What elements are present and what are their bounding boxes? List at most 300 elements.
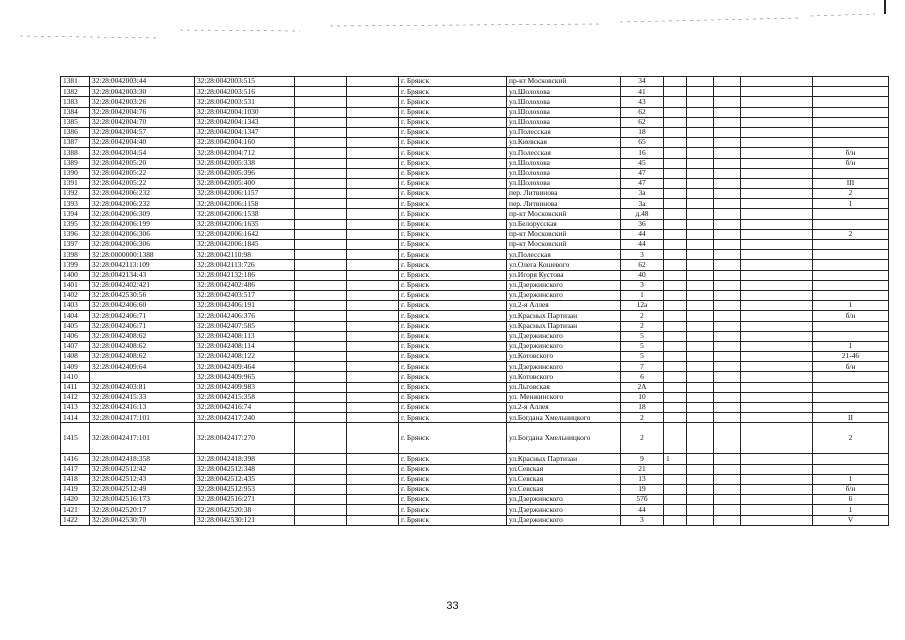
empty-cell [295, 117, 347, 127]
cadastral-object-cell: 32:28:0042006:1538 [195, 209, 295, 219]
empty-cell [714, 240, 741, 250]
table-row [61, 505, 889, 515]
cadastral-parcel-cell [90, 372, 195, 382]
empty-cell [687, 505, 714, 515]
street-cell: ул.Севская [507, 484, 621, 494]
cadastral-object-cell: 32:28:0042003:515 [195, 77, 295, 87]
empty-cell [741, 87, 813, 97]
flat-cell [813, 464, 889, 474]
house-cell: 34 [621, 77, 664, 87]
cadastral-object-cell: 32:28:0042516:271 [195, 495, 295, 505]
house-cell: 57б [621, 495, 664, 505]
cadastral-parcel-cell: 32:28:0042520:17 [90, 505, 195, 515]
empty-cell [347, 199, 399, 209]
city-cell: г. Брянск [399, 260, 507, 270]
house-cell: 13 [621, 474, 664, 484]
cadastral-parcel-cell: 32:28:0042408:62 [90, 331, 195, 341]
street-cell: ул.Полесская [507, 148, 621, 158]
table-row [61, 219, 889, 229]
empty-cell [347, 382, 399, 392]
empty-cell [295, 331, 347, 341]
house-cell: 6 [621, 372, 664, 382]
street-cell: ул.2-я Аллея [507, 301, 621, 311]
cadastral-object-cell: 32:28:0042004:160 [195, 138, 295, 148]
empty-cell [687, 352, 714, 362]
empty-cell [687, 77, 714, 87]
empty-cell [741, 199, 813, 209]
empty-cell [347, 290, 399, 300]
city-cell: г. Брянск [399, 127, 507, 137]
empty-cell [741, 168, 813, 178]
extra-cell [664, 403, 687, 413]
empty-cell [347, 341, 399, 351]
empty-cell [714, 148, 741, 158]
empty-cell [687, 515, 714, 525]
empty-cell [687, 474, 714, 484]
row-number-cell: 1420 [61, 495, 90, 505]
cadastral-object-cell: 32:28:0042409:965 [195, 372, 295, 382]
street-cell: ул.Шолохова [507, 178, 621, 188]
empty-cell [347, 403, 399, 413]
city-cell: г. Брянск [399, 331, 507, 341]
empty-cell [347, 117, 399, 127]
empty-cell [687, 321, 714, 331]
table-row [61, 270, 889, 280]
cadastral-object-cell: 32:28:0042004:1347 [195, 127, 295, 137]
extra-cell [664, 229, 687, 239]
extra-cell [664, 168, 687, 178]
extra-cell [664, 280, 687, 290]
empty-cell [741, 484, 813, 494]
empty-cell [714, 178, 741, 188]
cadastral-parcel-cell: 32:28:0042516:173 [90, 495, 195, 505]
row-number-cell: 1406 [61, 331, 90, 341]
house-cell: 3 [621, 250, 664, 260]
house-cell: 1 [621, 290, 664, 300]
cadastral-parcel-cell: 32:28:0042406:60 [90, 301, 195, 311]
cadastral-parcel-cell: 32:28:0042004:40 [90, 138, 195, 148]
empty-cell [295, 189, 347, 199]
empty-cell [687, 484, 714, 494]
cadastral-parcel-cell: 32:28:0042006:199 [90, 219, 195, 229]
empty-cell [687, 178, 714, 188]
empty-cell [295, 290, 347, 300]
empty-cell [295, 321, 347, 331]
empty-cell [295, 505, 347, 515]
empty-cell [687, 117, 714, 127]
empty-cell [741, 270, 813, 280]
street-cell: ул.Севская [507, 464, 621, 474]
empty-cell [741, 362, 813, 372]
table-row [61, 484, 889, 494]
empty-cell [741, 107, 813, 117]
extra-cell [664, 209, 687, 219]
house-cell: 41 [621, 87, 664, 97]
scan-edge-mark [884, 0, 886, 14]
empty-cell [714, 413, 741, 423]
cadastral-object-cell: 32:28:0042004:1343 [195, 117, 295, 127]
empty-cell [295, 372, 347, 382]
row-number-cell: 1405 [61, 321, 90, 331]
house-cell: 62 [621, 107, 664, 117]
empty-cell [347, 321, 399, 331]
flat-cell [813, 127, 889, 137]
table-row [61, 413, 889, 423]
cadastral-object-cell: 32:28:0042006:1158 [195, 199, 295, 209]
extra-cell [664, 107, 687, 117]
flat-cell: 6 [813, 495, 889, 505]
empty-cell [347, 77, 399, 87]
empty-cell [687, 199, 714, 209]
table-row [61, 87, 889, 97]
cadastral-parcel-cell: 32:28:0042004:57 [90, 127, 195, 137]
flat-cell: V [813, 515, 889, 525]
empty-cell [295, 250, 347, 260]
empty-cell [295, 168, 347, 178]
flat-cell: б/н [813, 484, 889, 494]
empty-cell [714, 423, 741, 454]
city-cell: г. Брянск [399, 138, 507, 148]
city-cell: г. Брянск [399, 362, 507, 372]
empty-cell [741, 505, 813, 515]
cadastral-object-cell: 32:28:0042512:435 [195, 474, 295, 484]
empty-cell [295, 341, 347, 351]
cadastral-object-cell: 32:28:0042530:121 [195, 515, 295, 525]
street-cell: ул.Котовского [507, 352, 621, 362]
table-row [61, 229, 889, 239]
city-cell: г. Брянск [399, 178, 507, 188]
flat-cell [813, 209, 889, 219]
cadastral-parcel-cell: 32:28:0042003:44 [90, 77, 195, 87]
street-cell: ул.Игоря Кустова [507, 270, 621, 280]
cadastral-object-cell: 32:28:0042005:400 [195, 178, 295, 188]
empty-cell [687, 260, 714, 270]
row-number-cell: 1387 [61, 138, 90, 148]
empty-cell [295, 158, 347, 168]
cadastral-parcel-cell: 32:28:0042408:62 [90, 341, 195, 351]
cadastral-object-cell: 32:28:0042006:1635 [195, 219, 295, 229]
flat-cell: 2 [813, 189, 889, 199]
empty-cell [741, 301, 813, 311]
cadastral-table [60, 76, 889, 526]
row-number-cell: 1422 [61, 515, 90, 525]
street-cell: пр-кт Московский [507, 229, 621, 239]
table-row [61, 168, 889, 178]
empty-cell [741, 178, 813, 188]
table-row [61, 464, 889, 474]
empty-cell [347, 168, 399, 178]
empty-cell [687, 464, 714, 474]
cadastral-object-cell: 32:28:0042406:376 [195, 311, 295, 321]
city-cell: г. Брянск [399, 372, 507, 382]
city-cell: г. Брянск [399, 117, 507, 127]
flat-cell: III [813, 178, 889, 188]
cadastral-object-cell: 32:28:0042006:1642 [195, 229, 295, 239]
extra-cell [664, 158, 687, 168]
empty-cell [714, 515, 741, 525]
table-row [61, 290, 889, 300]
extra-cell [664, 148, 687, 158]
city-cell: г. Брянск [399, 382, 507, 392]
empty-cell [347, 362, 399, 372]
empty-cell [687, 331, 714, 341]
cadastral-object-cell: 32:28:0042005:338 [195, 158, 295, 168]
street-cell: ул.Красных Партизан [507, 454, 621, 464]
row-number-cell: 1402 [61, 290, 90, 300]
cadastral-object-cell: 32:28:0042408:113 [195, 331, 295, 341]
flat-cell: б/н [813, 158, 889, 168]
house-cell: 44 [621, 229, 664, 239]
empty-cell [741, 311, 813, 321]
cadastral-object-cell: 32:28:0042418:398 [195, 454, 295, 464]
cadastral-object-cell: 32:28:0042520:38 [195, 505, 295, 515]
street-cell: ул.Шолохова [507, 158, 621, 168]
row-number-cell: 1417 [61, 464, 90, 474]
flat-cell [813, 97, 889, 107]
flat-cell [813, 87, 889, 97]
house-cell: 21 [621, 464, 664, 474]
flat-cell [813, 321, 889, 331]
cadastral-parcel-cell: 32:28:0042417:101 [90, 423, 195, 454]
house-cell: 44 [621, 505, 664, 515]
empty-cell [741, 474, 813, 484]
flat-cell [813, 403, 889, 413]
extra-cell [664, 138, 687, 148]
flat-cell [813, 219, 889, 229]
empty-cell [295, 464, 347, 474]
table-row [61, 495, 889, 505]
cadastral-object-cell: 32:28:0042004:1030 [195, 107, 295, 117]
flat-cell [813, 107, 889, 117]
empty-cell [295, 77, 347, 87]
flat-cell: б/н [813, 362, 889, 372]
cadastral-object-cell: 32:28:0042006:1845 [195, 240, 295, 250]
cadastral-object-cell: 32:28:0042408:114 [195, 341, 295, 351]
flat-cell: б/н [813, 148, 889, 158]
cadastral-parcel-cell: 32:28:0042512:49 [90, 484, 195, 494]
empty-cell [741, 240, 813, 250]
extra-cell [664, 352, 687, 362]
city-cell: г. Брянск [399, 484, 507, 494]
cadastral-object-cell: 32:28:0042415:358 [195, 392, 295, 402]
cadastral-parcel-cell: 32:28:0042408:62 [90, 352, 195, 362]
table-row [61, 372, 889, 382]
house-cell: 2 [621, 311, 664, 321]
extra-cell [664, 87, 687, 97]
cadastral-parcel-cell: 32:28:0042005:22 [90, 178, 195, 188]
empty-cell [714, 199, 741, 209]
empty-cell [295, 484, 347, 494]
row-number-cell: 1419 [61, 484, 90, 494]
empty-cell [741, 189, 813, 199]
cadastral-parcel-cell: 32:28:0042006:232 [90, 189, 195, 199]
street-cell: ул.Дзержинского [507, 290, 621, 300]
empty-cell [741, 464, 813, 474]
extra-cell [664, 117, 687, 127]
empty-cell [687, 290, 714, 300]
empty-cell [295, 87, 347, 97]
empty-cell [741, 495, 813, 505]
cadastral-parcel-cell: 32:28:0042409:64 [90, 362, 195, 372]
cadastral-object-cell: 32:28:0042407:585 [195, 321, 295, 331]
empty-cell [295, 403, 347, 413]
row-number-cell: 1414 [61, 413, 90, 423]
cadastral-parcel-cell: 32:28:0042418:358 [90, 454, 195, 464]
empty-cell [295, 138, 347, 148]
cadastral-parcel-cell: 32:28:0042004:76 [90, 107, 195, 117]
house-cell: д.48 [621, 209, 664, 219]
cadastral-parcel-cell: 32:28:0042402:421 [90, 280, 195, 290]
empty-cell [687, 168, 714, 178]
house-cell: 3 [621, 280, 664, 290]
empty-cell [714, 77, 741, 87]
row-number-cell: 1404 [61, 311, 90, 321]
house-cell: 18 [621, 127, 664, 137]
empty-cell [295, 515, 347, 525]
empty-cell [347, 219, 399, 229]
flat-cell: б/н [813, 311, 889, 321]
cadastral-parcel-cell: 32:28:0042006:306 [90, 229, 195, 239]
empty-cell [295, 270, 347, 280]
table-row [61, 423, 889, 454]
empty-cell [714, 127, 741, 137]
city-cell: г. Брянск [399, 219, 507, 229]
empty-cell [714, 352, 741, 362]
empty-cell [687, 127, 714, 137]
empty-cell [741, 77, 813, 87]
empty-cell [714, 87, 741, 97]
empty-cell [741, 127, 813, 137]
flat-cell [813, 77, 889, 87]
extra-cell [664, 392, 687, 402]
flat-cell: 2 [813, 229, 889, 239]
empty-cell [295, 352, 347, 362]
street-cell: пер. Литвинова [507, 199, 621, 209]
table-row [61, 189, 889, 199]
empty-cell [347, 454, 399, 464]
empty-cell [347, 209, 399, 219]
empty-cell [741, 138, 813, 148]
street-cell: ул.Красных Партизан [507, 311, 621, 321]
cadastral-object-cell: 32:28:0042110:98 [195, 250, 295, 260]
table-row [61, 454, 889, 464]
empty-cell [347, 178, 399, 188]
city-cell: г. Брянск [399, 413, 507, 423]
cadastral-object-cell: 32:28:0042113:726 [195, 260, 295, 270]
row-number-cell: 1411 [61, 382, 90, 392]
table-row [61, 341, 889, 351]
row-number-cell: 1385 [61, 117, 90, 127]
empty-cell [714, 260, 741, 270]
extra-cell [664, 382, 687, 392]
empty-cell [741, 229, 813, 239]
city-cell: г. Брянск [399, 515, 507, 525]
empty-cell [687, 107, 714, 117]
empty-cell [714, 392, 741, 402]
flat-cell [813, 168, 889, 178]
cadastral-parcel-cell: 32:28:0042004:54 [90, 148, 195, 158]
row-number-cell: 1399 [61, 260, 90, 270]
empty-cell [714, 138, 741, 148]
street-cell: ул.Дзержинского [507, 280, 621, 290]
empty-cell [714, 382, 741, 392]
house-cell: 2 [621, 321, 664, 331]
extra-cell [664, 127, 687, 137]
empty-cell [714, 189, 741, 199]
row-number-cell: 1395 [61, 219, 90, 229]
empty-cell [741, 321, 813, 331]
cadastral-parcel-cell: 32:28:0042416:13 [90, 403, 195, 413]
street-cell: ул.Шолохова [507, 107, 621, 117]
house-cell: 3а [621, 199, 664, 209]
empty-cell [347, 107, 399, 117]
cadastral-parcel-cell: 32:28:0042406:71 [90, 311, 195, 321]
house-cell: 5 [621, 352, 664, 362]
table-row [61, 362, 889, 372]
empty-cell [714, 321, 741, 331]
flat-cell [813, 372, 889, 382]
table-row [61, 209, 889, 219]
empty-cell [741, 290, 813, 300]
table-row [61, 117, 889, 127]
empty-cell [295, 209, 347, 219]
extra-cell [664, 260, 687, 270]
house-cell: 19 [621, 484, 664, 494]
empty-cell [687, 382, 714, 392]
table-row [61, 331, 889, 341]
empty-cell [714, 495, 741, 505]
row-number-cell: 1394 [61, 209, 90, 219]
extra-cell [664, 464, 687, 474]
empty-cell [714, 168, 741, 178]
house-cell: 62 [621, 117, 664, 127]
city-cell: г. Брянск [399, 158, 507, 168]
flat-cell [813, 250, 889, 260]
row-number-cell: 1398 [61, 250, 90, 260]
street-cell: ул.Севская [507, 474, 621, 484]
house-cell: 9 [621, 454, 664, 464]
city-cell: г. Брянск [399, 321, 507, 331]
empty-cell [295, 229, 347, 239]
empty-cell [295, 148, 347, 158]
house-cell: 65 [621, 138, 664, 148]
empty-cell [687, 301, 714, 311]
flat-cell: II [813, 413, 889, 423]
extra-cell [664, 199, 687, 209]
table-row [61, 382, 889, 392]
cadastral-object-cell: 32:28:0042417:270 [195, 423, 295, 454]
empty-cell [741, 403, 813, 413]
house-cell: 44 [621, 240, 664, 250]
cadastral-parcel-cell: 32:28:0042006:232 [90, 199, 195, 209]
empty-cell [714, 301, 741, 311]
empty-cell [741, 423, 813, 454]
table-row [61, 311, 889, 321]
flat-cell [813, 270, 889, 280]
empty-cell [741, 209, 813, 219]
extra-cell [664, 484, 687, 494]
house-cell: 36 [621, 219, 664, 229]
row-number-cell: 1409 [61, 362, 90, 372]
cadastral-parcel-cell: 32:28:0042005:20 [90, 158, 195, 168]
row-number-cell: 1401 [61, 280, 90, 290]
table-row [61, 127, 889, 137]
flat-cell [813, 138, 889, 148]
cadastral-object-cell: 32:28:0042006:1157 [195, 189, 295, 199]
flat-cell: 1 [813, 474, 889, 484]
cadastral-object-cell: 32:28:0042409:983 [195, 382, 295, 392]
house-cell: 5 [621, 331, 664, 341]
